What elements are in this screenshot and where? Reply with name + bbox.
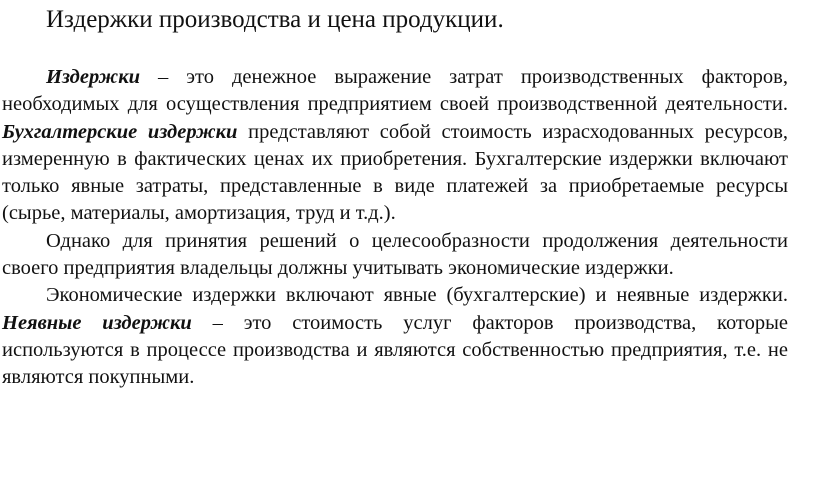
paragraph-text: представляют собой стоимость израсходованных ресурсов, измеренную в фактических ценах их приобретения. Бухгалтерские издержки включают только явные затраты, представленные в виде платежей за приобретаемые ресурсы (сырье, материалы, амортизация, труд и т.д.). bbox=[2, 120, 788, 225]
paragraph-text: Однако для принятия решений о целесообразности продолжения деятельности своего предприятия владельцы должны учитывать экономические издержки. bbox=[2, 229, 788, 280]
term-implicit-costs: Неявные издержки bbox=[2, 311, 192, 334]
paragraph-text: Экономические издержки включают явные (бухгалтерские) и неявные издержки. bbox=[46, 284, 788, 307]
paragraph-implicit-costs bbox=[2, 282, 788, 391]
document-body bbox=[2, 64, 788, 392]
paragraph-text: – это стоимость услуг факторов производства, которые используются в процессе производства и являются собственностью предприятия, т.е. не являются покупными. bbox=[2, 311, 788, 389]
paragraph-costs-definition bbox=[2, 64, 788, 228]
paragraph-text: – это денежное выражение затрат производственных факторов, необходимых для осуществления предприятием своей производственной деятельности. bbox=[2, 66, 788, 116]
page-title: Издержки производства и цена продукции. bbox=[46, 6, 504, 33]
paragraph-economic-costs-intro bbox=[2, 228, 788, 283]
term-costs: Издержки bbox=[46, 66, 140, 88]
term-accounting-costs: Бухгалтерские издержки bbox=[2, 120, 238, 143]
